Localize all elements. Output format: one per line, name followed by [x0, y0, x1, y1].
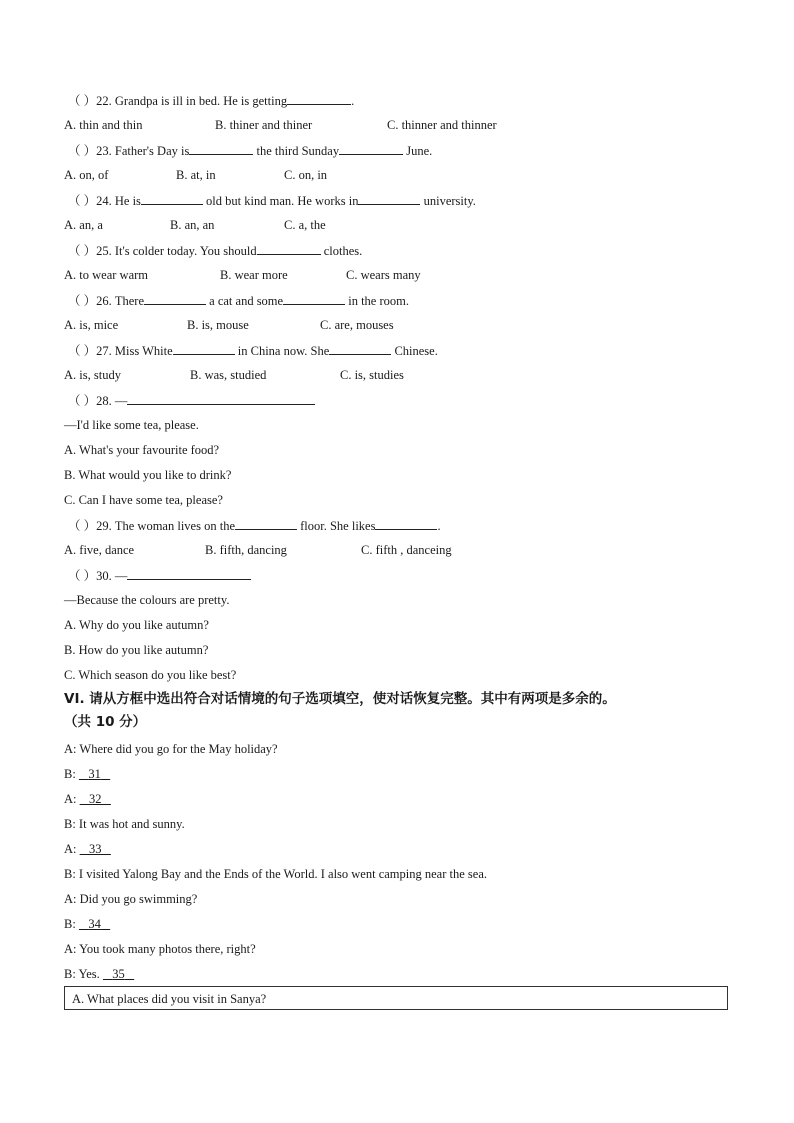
- dialogue-line: B: 34: [64, 916, 110, 932]
- dialogue-line: B: I visited Yalong Bay and the Ends of the World. I also went camping near the sea.: [64, 867, 487, 881]
- option-a: A. What's your favourite food?: [64, 443, 220, 457]
- blank[interactable]: [339, 142, 403, 155]
- option-b: B. What would you like to drink?: [64, 468, 232, 482]
- option-b: B. an, an: [170, 218, 215, 232]
- option-b: B. is, mouse: [187, 318, 249, 332]
- answer-blank[interactable]: 33: [89, 842, 102, 856]
- option-c: C. Which season do you like best?: [64, 668, 237, 682]
- option-c: C. a, the: [284, 218, 326, 232]
- question-28: （ ）28. —: [68, 392, 315, 409]
- blank[interactable]: [144, 292, 206, 305]
- option-c: C. thinner and thinner: [387, 118, 497, 132]
- question-27: （ ）27. Miss White in China now. She Chinese.: [68, 344, 438, 358]
- dialogue-line: A: Did you go swimming?: [64, 892, 198, 906]
- option-a: A. thin and thin: [64, 118, 143, 132]
- option-a: A. is, mice: [64, 318, 119, 332]
- dialogue-line: B: 31: [64, 766, 110, 782]
- section-title: VI. 请从方框中选出符合对话情境的句子选项填空，使对话恢复完整。其中有两项是多余的。: [64, 691, 616, 707]
- option-b: B. at, in: [176, 168, 216, 182]
- dialogue-line: A: You took many photos there, right?: [64, 942, 256, 956]
- blank[interactable]: [375, 517, 437, 530]
- option-c: C. are, mouses: [320, 318, 394, 332]
- option-c: C. on, in: [284, 168, 328, 182]
- blank[interactable]: [235, 517, 297, 530]
- dialogue-line: B: Yes. 35: [64, 966, 134, 982]
- dialogue-line: A: 32: [64, 791, 111, 807]
- answer-blank[interactable]: 35: [112, 967, 125, 981]
- option-b: B. wear more: [220, 268, 288, 282]
- option-b: B. fifth, dancing: [205, 543, 287, 557]
- option-box: [64, 986, 728, 1010]
- blank[interactable]: [283, 292, 345, 305]
- blank[interactable]: [189, 142, 253, 155]
- reply-line: —I'd like some tea, please.: [64, 418, 199, 432]
- option-c: C. is, studies: [340, 368, 404, 382]
- question-22: （ ）22. Grandpa is ill in bed. He is getting .: [68, 94, 355, 108]
- blank[interactable]: [287, 92, 351, 105]
- option-a: A. on, of: [64, 168, 109, 182]
- dialogue-line: A: 33: [64, 841, 111, 857]
- answer-blank[interactable]: 32: [89, 792, 102, 806]
- blank[interactable]: [329, 342, 391, 355]
- question-23: （ ）23. Father's Day is the third Sunday June.: [68, 144, 433, 158]
- box-option-a: A. What places did you visit in Sanya?: [72, 992, 267, 1006]
- section-score: （共 10 分）: [64, 714, 147, 730]
- option-a: A. to wear warm: [64, 268, 148, 282]
- option-a: A. is, study: [64, 368, 121, 382]
- question-25: （ ）25. It's colder today. You should clothes.: [68, 244, 363, 258]
- option-b: B. How do you like autumn?: [64, 643, 209, 657]
- reply-line: —Because the colours are pretty.: [64, 593, 230, 607]
- dialogue-line: A: Where did you go for the May holiday?: [64, 742, 278, 756]
- answer-blank[interactable]: 34: [88, 917, 101, 931]
- question-24: （ ）24. He is old but kind man. He works in university.: [68, 194, 476, 208]
- option-a: A. five, dance: [64, 543, 135, 557]
- option-c: C. wears many: [346, 268, 421, 282]
- option-a: A. Why do you like autumn?: [64, 618, 209, 632]
- question-29: （ ）29. The woman lives on the floor. She likes .: [68, 519, 441, 533]
- dialogue-line: B: It was hot and sunny.: [64, 817, 185, 831]
- answer-blank[interactable]: 31: [88, 767, 101, 781]
- option-c: C. fifth , danceing: [361, 543, 452, 557]
- option-a: A. an, a: [64, 218, 103, 232]
- question-26: （ ）26. There a cat and some in the room.: [68, 294, 409, 308]
- blank[interactable]: [127, 567, 251, 580]
- blank[interactable]: [257, 242, 321, 255]
- option-b: B. was, studied: [190, 368, 267, 382]
- option-c: C. Can I have some tea, please?: [64, 493, 223, 507]
- blank[interactable]: [358, 192, 420, 205]
- blank[interactable]: [141, 192, 203, 205]
- option-b: B. thiner and thiner: [215, 118, 313, 132]
- blank[interactable]: [173, 342, 235, 355]
- question-30: （ ）30. —: [68, 567, 251, 584]
- blank[interactable]: [127, 392, 315, 405]
